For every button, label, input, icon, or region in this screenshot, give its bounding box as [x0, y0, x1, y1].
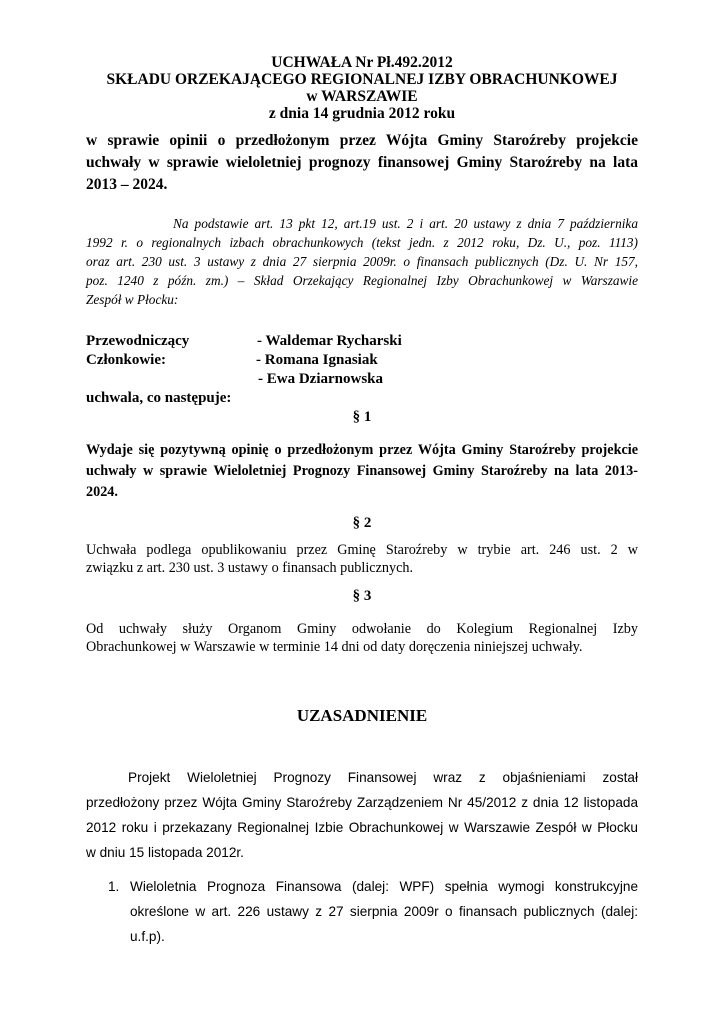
member-name-2: - Ewa Dziarnowska — [258, 371, 384, 387]
section-1-line-2: uchwały w sprawie Wieloletniej Prognozy Finansowej Gminy Staroźreby na lata 2013- — [86, 463, 638, 479]
legal-basis-line-2: 1992 r. o regionalnych izbach obrachunkowych (tekst jedn. z 2012 roku, Dz. U., poz. 1113) — [86, 235, 638, 250]
section-1-line-1: Wydaje się pozytywną opinię o przedłożonym przez Wójta Gminy Staroźreby projekcie — [86, 442, 638, 458]
section-2-symbol: § 2 — [352, 515, 372, 531]
subject-line-1: w sprawie opinii o przedłożonym przez Wójta Gminy Staroźreby projekcie — [86, 132, 638, 149]
issuing-body: SKŁADU ORZEKAJĄCEGO REGIONALNEJ IZBY OBRACHUNKOWEJ — [106, 71, 618, 88]
section-2-line-2: związku z art. 230 ust. 3 ustawy o finansach publicznych. — [86, 560, 414, 576]
list-item-line-3: u.f.p). — [130, 929, 165, 944]
section-1-line-3: 2024. — [86, 484, 118, 500]
list-item-line-2: określone w art. 226 ustawy z 27 sierpnia 2009r o finansach publicznych (dalej: — [130, 904, 638, 919]
justification-p1-line-4: w dniu 15 listopada 2012r. — [86, 845, 244, 860]
justification-title: UZASADNIENIE — [296, 706, 428, 725]
justification-p1-line-2: przedłożony przez Wójta Gminy Staroźreby Zarządzeniem Nr 45/2012 z dnia 12 listopada — [86, 795, 638, 810]
justification-p1-line-3: 2012 roku i przekazany Regionalnej Izbie Obrachunkowej w Warszawie Zespół w Płocku — [86, 820, 638, 835]
section-2-line-1: Uchwała podlega opublikowaniu przez Gminę Staroźreby w trybie art. 246 ust. 2 w — [86, 542, 638, 558]
list-item-number: 1. — [108, 879, 120, 894]
section-1-symbol: § 1 — [352, 409, 372, 425]
legal-basis-line-1: Na podstawie art. 13 pkt 12, art.19 ust. 2 i art. 20 ustawy z dnia 7 października — [173, 216, 638, 231]
subject-line-3: 2013 – 2024. — [86, 176, 168, 193]
subject-line-2: uchwały w sprawie wieloletniej prognozy finansowej Gminy Staroźreby na lata — [86, 154, 638, 171]
section-3-symbol: § 3 — [352, 588, 372, 604]
issuing-body-location: w WARSZAWIE — [306, 88, 418, 105]
chair-name: - Waldemar Rycharski — [257, 333, 402, 349]
members-label: Członkowie: — [86, 352, 166, 368]
section-3-line-2: Obrachunkowej w Warszawie w terminie 14 dni od daty doręczenia niniejszej uchwały. — [86, 639, 583, 655]
legal-basis-line-3: oraz art. 230 ust. 3 ustawy z dnia 27 sierpnia 2009r. o finansach publicznych (Dz. U. Nr 157, — [86, 254, 638, 269]
section-3-line-1: Od uchwały służy Organom Gminy odwołanie do Kolegium Regionalnej Izby — [86, 621, 638, 637]
resolves-phrase: uchwala, co następuje: — [86, 390, 232, 406]
resolution-date: z dnia 14 grudnia 2012 roku — [268, 105, 456, 122]
legal-basis-line-5: Zespół w Płocku: — [86, 292, 179, 307]
list-item-line-1: Wieloletnia Prognoza Finansowa (dalej: WPF) spełnia wymogi konstrukcyjne — [130, 879, 638, 894]
legal-basis-line-4: poz. 1240 z późn. zm.) – Skład Orzekający Regionalnej Izby Obrachunkowej w Warszawie — [86, 273, 638, 288]
resolution-number: UCHWAŁA Nr Pł.492.2012 — [271, 54, 453, 71]
justification-p1-line-1: Projekt Wieloletniej Prognozy Finansowej wraz z objaśnieniami został — [128, 770, 638, 785]
member-name-1: - Romana Ignasiak — [256, 352, 378, 368]
chair-label: Przewodniczący — [86, 333, 190, 349]
